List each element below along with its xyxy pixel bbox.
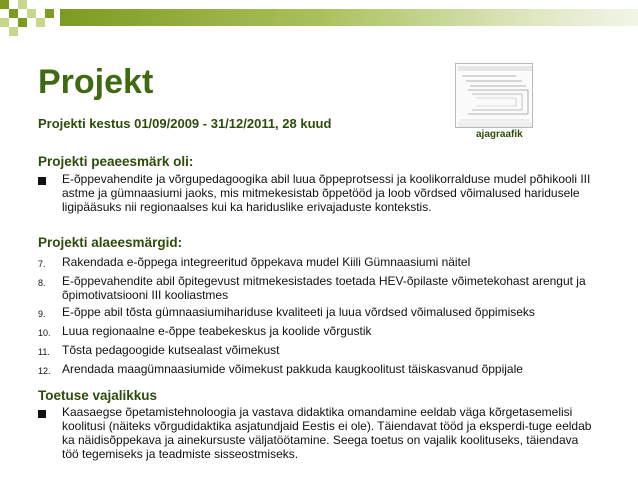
- list-item-text: E-õppevahendite abil õpitegevust mitmekesistades toetada HEV-õpilaste võimetekohast arengut ja õpimotivatsiooni III kooliastmes: [62, 274, 586, 302]
- thumbnail-caption: ajagraafik: [476, 129, 523, 140]
- list-item-text: E-õppe abil tõsta gümnaasiumihariduse kvaliteeti ja luua võrdsed võimalused õppimiseks: [62, 305, 535, 319]
- list-item: [38, 305, 608, 321]
- timeline-chart-icon: [456, 64, 534, 129]
- sub-goals-heading: Projekti alaeesmärgid:: [38, 235, 183, 250]
- support-text: Kaasaegse õpetamistehnoloogia ja vastava didaktika omandamine eeldab väga kõrgetasemelisi koolitusi (näiteks võrgudidaktika asjatundjaid Eestis ei ole). Täiendavat tööd ja eksperdi-tuge eeldab ka näidisõppekava ja ainekursuste väljatöötamine. Seega toetus on vajalik koolituseks, täiendava töö tegemiseks ja teadmiste sisseostmiseks.: [62, 405, 592, 461]
- decor-square: [0, 18, 9, 27]
- decor-square: [18, 18, 27, 27]
- schedule-thumbnail[interactable]: [455, 63, 533, 128]
- main-goal-bullet: [38, 172, 598, 214]
- decor-square: [27, 9, 36, 18]
- list-number: 7.: [38, 259, 46, 269]
- list-number: 11.: [38, 347, 50, 357]
- sub-goals-list: [38, 255, 608, 381]
- list-number: 8.: [38, 278, 46, 288]
- list-item-text: Rakendada e-õppega integreeritud õppekava mudel Kiili Gümnaasiumi näitel: [62, 255, 471, 269]
- list-item-text: Luua regionaalne e-õppe teabekeskus ja koolide võrgustik: [62, 324, 372, 338]
- decorative-header-band: [0, 0, 638, 34]
- list-item-text: Tõsta pedagoogide kutsealast võimekust: [62, 343, 280, 357]
- decor-square: [36, 18, 45, 27]
- list-item: [38, 343, 608, 359]
- list-item-text: Arendada maagümnaasiumide võimekust pakkuda kaugkoolitust täiskasvanud õppijale: [62, 362, 523, 376]
- list-item: [38, 362, 608, 378]
- list-item: [38, 255, 608, 271]
- project-duration: Projekti kestus 01/09/2009 - 31/12/2011, 28 kuud: [38, 116, 332, 131]
- list-number: 12.: [38, 366, 51, 376]
- main-goal-text: E-õppevahendite ja võrgupedagoogika abil luua õppeprotsessi ja koolikorralduse mudel põhikooli III astme ja gümnaasiumi jaoks, mis mitmekesistab õppetööd ja loob võrdsed võimalused haridusele ligipääsuks nii regionaalses kui ka hariduslike erivajaduste kontekstis.: [62, 172, 591, 214]
- main-goal-heading: Projekti peaeesmärk oli:: [38, 154, 194, 169]
- list-item: [38, 324, 608, 340]
- list-number: 10.: [38, 328, 51, 338]
- decor-square: [45, 9, 54, 18]
- list-number: 9.: [38, 309, 46, 319]
- slide-title: Projekt: [38, 63, 154, 101]
- square-bullet-icon: [38, 405, 62, 461]
- support-bullet: [38, 405, 598, 461]
- square-bullet-icon: [38, 172, 62, 214]
- gradient-bar: [60, 9, 638, 26]
- decor-square: [18, 0, 27, 9]
- decor-square: [0, 0, 9, 9]
- decor-square: [9, 9, 18, 18]
- list-item: [38, 274, 608, 302]
- support-heading: Toetuse vajalikkus: [38, 388, 158, 403]
- decor-square: [9, 27, 18, 36]
